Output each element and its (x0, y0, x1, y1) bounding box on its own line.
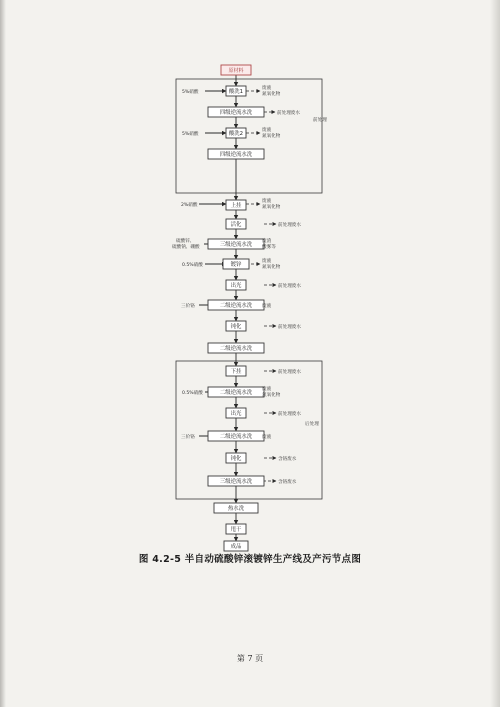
step-rinse-2e-label: 二级逆流水洗 (219, 433, 253, 440)
step-degrease-2-label: 酸洗2 (228, 130, 244, 137)
input-passivate-1: 三价铬 (181, 304, 195, 309)
step-rinse-3a-label: 三级逆流水洗 (219, 241, 253, 248)
output-plate-b: 酸雾等 (262, 245, 276, 250)
output-rinse-2b: 前处理废水 (278, 284, 301, 289)
output-rinse-2d: 前处理废水 (278, 370, 301, 375)
output-hot-wash: 含铬废水 (278, 480, 297, 485)
figure-caption: 图 4.2-5 半自动硫酸锌滚镀锌生产线及产污节点图 (138, 554, 362, 565)
output-activate-a: 废液 (262, 199, 272, 204)
step-hot-wash-label: 热水洗 (227, 505, 245, 512)
output-passivate-2: 废液 (262, 435, 272, 440)
page-number: 第 7 页 (236, 654, 264, 663)
input-brighten-2: 0.5%硝酸 (182, 391, 203, 396)
output-rinse-2c: 前处理废水 (278, 325, 301, 330)
output-degrease-1-a: 废液 (262, 86, 272, 91)
step-plate-label: 镀锌 (230, 261, 242, 268)
step-rinse-2c-label: 二级逆流水洗 (219, 345, 253, 352)
step-passivate-1-label: 钝化 (230, 323, 242, 330)
input-plate-line-2: 硫酸钠、硼酸 (172, 245, 200, 250)
output-brighten-1-b: 氮氧化物 (262, 265, 281, 270)
step-rinse-3b-label: 三级逆流水洗 (219, 478, 253, 485)
step-activate-label: 活化 (230, 221, 242, 228)
step-degrease-1-label: 酸洗1 (228, 88, 244, 95)
step-rinse-4b-label: 四级逆流水洗 (219, 151, 253, 158)
output-passivate-1: 废液 (262, 304, 272, 309)
step-passivate-2-label: 钝化 (230, 455, 242, 462)
output-rinse-3b: 含铬废水 (278, 457, 297, 462)
output-brighten-2-b: 氮氧化物 (262, 393, 281, 398)
start-label: 原材料 (228, 67, 244, 74)
output-plate-a: 废渣 (262, 239, 272, 244)
input-plate-line-1: 硫酸锌、 (176, 239, 195, 244)
output-degrease-2-b: 氮氧化物 (262, 134, 281, 139)
input-degrease-2: 5%硝酸 (182, 132, 199, 137)
output-rinse-4a: 前处理废水 (277, 111, 300, 116)
output-degrease-2-a: 废液 (262, 128, 272, 133)
output-activate-b: 氮氧化物 (262, 205, 281, 210)
input-brighten-1: 0.5%硝酸 (182, 263, 203, 268)
step-brighten-1-label: 出光 (230, 282, 242, 289)
step-brighten-2-label: 出光 (230, 410, 242, 417)
step-unload-label: 下挂 (230, 368, 242, 375)
output-brighten-1-a: 废液 (262, 259, 272, 264)
step-rinse-4a-label: 四级逆流水洗 (219, 109, 253, 116)
step-product-label: 成品 (230, 543, 242, 550)
step-rinse-2d-label: 二级逆流水洗 (219, 389, 253, 396)
input-passivate-2: 三价铬 (181, 435, 195, 440)
input-activate: 2%硝酸 (181, 203, 198, 208)
pretreatment-label: 前处理 (313, 118, 327, 123)
output-brighten-2-a: 废液 (262, 387, 272, 392)
post-treatment-label: 后处理 (305, 422, 319, 427)
step-dry-label: 甩干 (230, 526, 242, 533)
output-rinse-3a: 前处理废水 (278, 223, 301, 228)
step-rinse-2a-label: 二级逆流水洗 (219, 302, 253, 309)
input-degrease-1: 5%硝酸 (182, 90, 199, 95)
output-degrease-1-b: 氮氧化物 (262, 92, 281, 97)
output-rinse-2e: 前处理废水 (278, 412, 301, 417)
step-load-label: 上挂 (230, 202, 242, 209)
